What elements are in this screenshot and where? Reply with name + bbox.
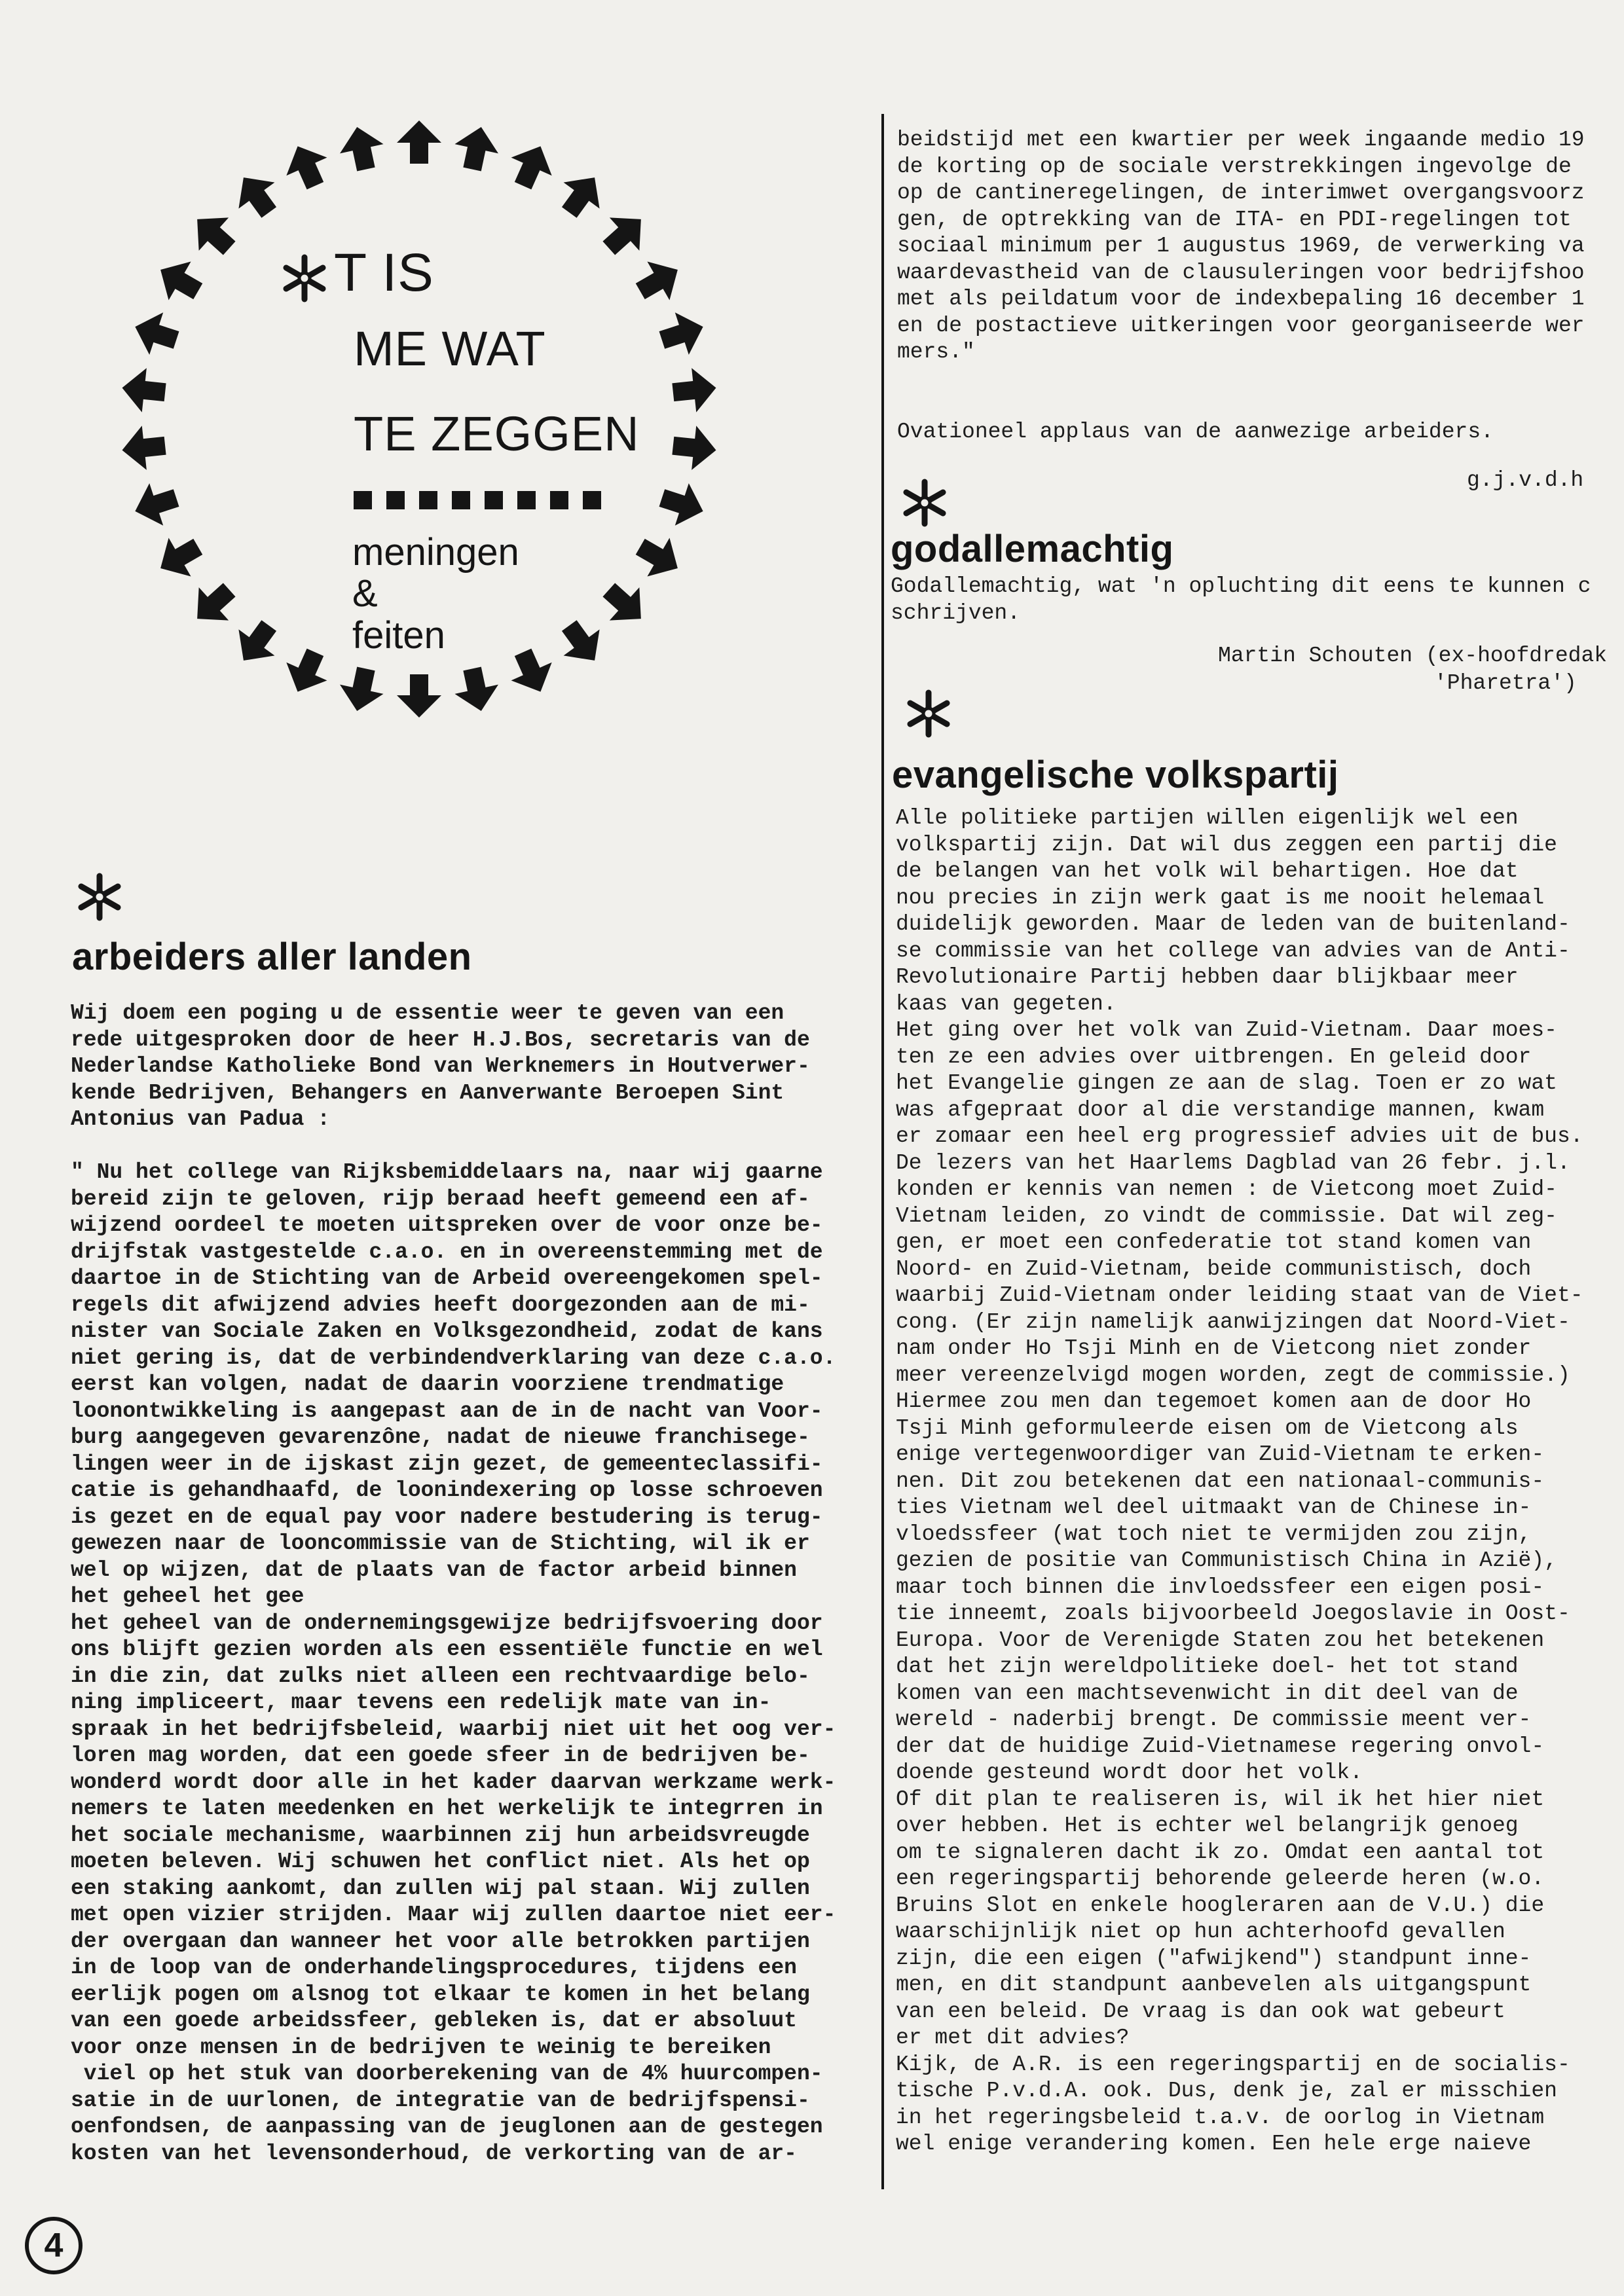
text-line: kosten van het levensonderhoud, de verkorting van de ar-	[71, 2141, 797, 2166]
text-line: volkspartij zijn. Dat wil dus zeggen een partij die	[896, 832, 1557, 857]
emblem-subtitle-1: meningen	[352, 531, 519, 574]
text-line: mers."	[897, 340, 975, 364]
text-line: Kijk, de A.R. is een regeringspartij en de socialis-	[896, 2052, 1570, 2077]
text-line: Ovationeel applaus van de aanwezige arbeiders.	[897, 419, 1494, 444]
text-line: ties Vietnam wel deel uitmaakt van de Chinese in-	[896, 1495, 1532, 1520]
text-line	[897, 366, 1624, 393]
text-line: Nederlandse Katholieke Bond van Werknemers in Houtverwer-	[71, 1054, 810, 1078]
text-line: rede uitgesproken door de heer H.J.Bos, secretaris van de	[71, 1027, 810, 1052]
arrow-icon	[225, 164, 287, 225]
text-line: daartoe in de Stichting van de Arbeid overeengekomen spel-	[71, 1266, 823, 1290]
text-line: eerlijk pogen om alsnog tot elkaar te komen in het belang	[71, 1982, 810, 2007]
text-line: Godallemachtig, wat 'n opluchting dit eens te kunnen c	[891, 574, 1591, 598]
text-line: het geheel het gee	[71, 1584, 304, 1609]
text-line: van een beleid. De vraag is dan ook wat gebeurt	[896, 1999, 1505, 2024]
text-line: met als peildatum voor de indexbepaling 16 december 1	[897, 287, 1585, 311]
text-line: maar toch binnen die invloedssfeer een eigen posi-	[896, 1575, 1545, 1599]
text-line: het Evangelie gingen ze aan de slag. Toen er zo wat	[896, 1071, 1557, 1095]
text-line: loonontwikkeling is aangepast aan de in de nacht van Voor-	[71, 1398, 823, 1423]
arrow-icon	[655, 477, 710, 532]
text-line: met open vizier strijden. Maar wij zullen daartoe niet eer-	[71, 1903, 836, 1927]
text-line: Noord- en Zuid-Vietnam, beide communistisch, doch	[896, 1256, 1532, 1281]
text-line: dat het zijn wereldpolitieke doel- het tot stand	[896, 1654, 1519, 1679]
arrow-icon	[182, 574, 244, 636]
text-line: wel op wijzen, dat de plaats van de factor arbeid binnen	[71, 1558, 797, 1582]
text-line: het sociale mechanisme, waarbinnen zij hun arbeidsvreugde	[71, 1823, 810, 1848]
text-line: satie in de uurlonen, de integratie van de bedrijfspensi-	[71, 2088, 810, 2113]
text-line: gezien de positie van Communistisch China in Azië),	[896, 1548, 1557, 1573]
text-line: regels dit afwijzend advies heeft doorgezonden aan de mi-	[71, 1292, 810, 1317]
emblem-title-line3: TE ZEGGEN	[354, 407, 640, 461]
text-line: waarschijnlijk niet op hun achterhoofd gevallen	[896, 1920, 1505, 1944]
arrow-icon	[335, 664, 388, 716]
text-line: beidstijd met een kwartier per week ingaande medio 19	[897, 128, 1585, 152]
arrow-icon	[182, 203, 244, 265]
arrow-icon	[128, 477, 183, 532]
text-line: voor onze mensen in de bedrijven te weinig te bereiken	[71, 2035, 771, 2060]
text-line: gen, de optrekking van de ITA- en PDI-regelingen tot	[897, 207, 1572, 232]
arrow-icon	[551, 613, 613, 674]
arrow-icon	[277, 137, 335, 195]
text-line: ten ze een advies over uitbrengen. En geleid door	[896, 1044, 1532, 1069]
page-number: 4	[25, 2217, 83, 2274]
text-line: Wij doem een poging u de essentie weer te geven van een	[71, 1001, 784, 1025]
arrow-icon	[397, 120, 441, 164]
text-line: Hiermee zou men dan tegemoet komen aan de door Ho	[896, 1389, 1532, 1413]
text-line: der overgaan dan wanneer het voor alle betrokken partijen	[71, 1929, 810, 1954]
text-line: enige vertegenwoordiger van Zuid-Vietnam te erken-	[896, 1442, 1545, 1467]
text-line: Antonius van Padua :	[71, 1107, 331, 1131]
text-line: tische P.v.d.A. ook. Dus, denk je, zal er misschien	[896, 2079, 1557, 2103]
arrow-icon	[629, 251, 689, 311]
text-line: van een goede arbeidssfeer, gebleken is, dat er absoluut	[71, 2009, 797, 2033]
text-line: se commissie van het college van advies van de Anti-	[896, 938, 1570, 963]
text-line: doende gesteund wordt door het volk.	[896, 1760, 1363, 1785]
article-heading-arbeiders: arbeiders aller landen	[72, 936, 472, 978]
text-line: Europa. Voor de Verenigde Staten zou het betekenen	[896, 1628, 1545, 1652]
text-line: cong. (Er zijn namelijk aanwijzingen dat Noord-Viet-	[896, 1309, 1570, 1334]
arrow-icon	[671, 424, 718, 473]
text-line: " Nu het college van Rijksbemiddelaars na, naar wij gaarne	[71, 1160, 823, 1184]
article-heading-volkspartij: evangelische volkspartij	[892, 754, 1339, 796]
text-line: moeten beleven. Wij schuwen het conflict niet. Als het op	[71, 1850, 810, 1874]
text-line: Vietnam leiden, zo vindt de commissie. Dat wil zeg-	[896, 1203, 1557, 1228]
text-line: een regeringspartij behorende geleerde heren (w.o.	[896, 1867, 1545, 1891]
arrow-icon	[503, 643, 561, 701]
text-line: Het ging over het volk van Zuid-Vietnam. Daar moes-	[896, 1018, 1557, 1042]
arrow-icon	[335, 122, 388, 174]
arrow-icon	[594, 574, 656, 636]
text-line: zijn, die een eigen ("afwijkend") standpunt inne-	[896, 1946, 1532, 1971]
text-line: De lezers van het Haarlems Dagblad van 26 febr. j.l.	[896, 1150, 1570, 1175]
text-line: nou precies in zijn werk gaat is me nooit helemaal	[896, 885, 1545, 910]
text-line: was afgepraat door al die verstandige mannen, kwam	[896, 1097, 1545, 1122]
text-line: nen. Dit zou betekenen dat een nationaal-communis-	[896, 1468, 1545, 1493]
text-line: bereid zijn te geloven, rijp beraad heeft gemeend een af-	[71, 1186, 810, 1211]
text-line: in de loop van de onderhandelingsprocedures, tijdens een	[71, 1956, 797, 1980]
signature-gjvdh: g.j.v.d.h	[1467, 468, 1584, 492]
text-line: oenfondsen, de aanpassing van de jeuglonen aan de gestegen	[71, 2115, 823, 2139]
text-line: konden er kennis van nemen : de Vietcong moet Zuid-	[896, 1177, 1557, 1201]
text-line: Tsji Minh geformuleerde eisen om de Vietcong als	[896, 1415, 1519, 1440]
text-line: de belangen van het volk wil behartigen. Hoe dat	[896, 859, 1519, 883]
text-line: wijzend oordeel te moeten uitspreken over de voor onze be-	[71, 1213, 823, 1237]
text-line: is gezet en de equal pay voor nadere bestudering is terug-	[71, 1504, 823, 1529]
text-line: op de cantineregelingen, de interimwet overgangsvoorz	[897, 181, 1585, 205]
text-line: de korting op de sociale verstrekkingen ingevolge de	[897, 154, 1572, 179]
text-line: ning impliceert, maar tevens een redelijk mate van in-	[71, 1690, 771, 1715]
article-body-arbeiders	[71, 1000, 870, 2192]
signature-martin-schouten: Martin Schouten (ex-hoofdredak	[1218, 644, 1608, 668]
text-line: gewezen naar de looncommissie van de Stichting, wil ik er	[71, 1531, 810, 1556]
text-line: waardevastheid van de clausuleringen voor bedrijfshoo	[897, 260, 1585, 285]
text-line: een staking aankomt, dan zullen wij pal staan. Wij zullen	[71, 1876, 810, 1901]
arrow-icon	[120, 424, 168, 473]
arrow-icon	[655, 306, 710, 361]
arrow-icon	[551, 164, 613, 225]
arrow-icon	[451, 122, 503, 174]
emblem-title-line2: ME WAT	[354, 321, 546, 376]
article-body-volkspartij	[896, 805, 1624, 2154]
signature-pharetra: 'Pharetra')	[1434, 671, 1577, 695]
arrow-icon	[149, 251, 209, 311]
text-line: spraak in het bedrijfsbeleid, waarbij niet uit het oog ver-	[71, 1717, 836, 1741]
text-line: duidelijk geworden. Maar de leden van de buitenland-	[896, 912, 1570, 936]
text-line: Revolutionaire Partij hebben daar blijkbaar meer	[896, 965, 1519, 989]
emblem-ampersand: &	[352, 572, 378, 615]
text-line: nemers te laten meedenken en het werkelijk te integrren in	[71, 1796, 823, 1821]
text-line: burg aangegeven gevarenzône, nadat de nieuwe franchisege-	[71, 1425, 810, 1449]
text-line: komen van een machtsevenwicht in dit deel van de	[896, 1681, 1519, 1705]
text-line: wonderd wordt door alle in het kader daarvan werkzame werk-	[71, 1770, 836, 1795]
text-line: vloedssfeer (wat toch niet te vermijden zou zijn,	[896, 1522, 1532, 1546]
text-line: viel op het stuk van doorberekening van de 4% huurcompen-	[71, 2062, 823, 2086]
text-line: men, en dit standpunt aanbevelen als uitgangspunt	[896, 1973, 1532, 1997]
text-line: in die zin, dat zulks niet alleen een rechtvaardige belo-	[71, 1664, 810, 1688]
text-line: kaas van gegeten.	[896, 991, 1116, 1016]
arrow-icon	[451, 664, 503, 716]
text-line: schrijven.	[891, 600, 1021, 625]
text-line	[897, 392, 1624, 419]
text-line: nister van Sociale Zaken en Volksgezondheid, zodat de kans	[71, 1319, 823, 1343]
square-divider	[354, 491, 601, 509]
text-line	[71, 1133, 870, 1160]
emblem-subtitle-2: feiten	[352, 614, 445, 657]
text-line: Alle politieke partijen willen eigenlijk wel een	[896, 806, 1519, 830]
text-line: tie inneemt, zoals bijvoorbeeld Joegoslavie in Oost-	[896, 1601, 1570, 1626]
text-line: catie is gehandhaafd, de loonindexering op losse schroeven	[71, 1478, 823, 1503]
text-line: er zomaar een heel erg progressief advies uit de bus.	[896, 1124, 1583, 1148]
text-line: Bruins Slot en enkele hoogleraren aan de V.U.) die	[896, 1893, 1545, 1918]
article-heading-godallemachtig: godallemachtig	[891, 528, 1174, 570]
text-line: sociaal minimum per 1 augustus 1969, de verwerking va	[897, 234, 1585, 258]
arrow-icon	[629, 528, 689, 588]
text-line: kende Bedrijven, Behangers en Aanverwante Beroepen Sint	[71, 1080, 784, 1105]
text-line: en de postactieve uitkeringen voor georganiseerde wer	[897, 313, 1585, 338]
asterisk-icon	[73, 871, 126, 923]
emblem-title-line1: T IS	[334, 243, 434, 302]
arrow-icon	[225, 613, 287, 674]
text-line: eerst kan volgen, nadat de daarin voorziene trendmatige	[71, 1372, 784, 1396]
asterisk-icon	[902, 687, 955, 740]
text-line: wereld - naderbij brengt. De commissie meent ver-	[896, 1707, 1532, 1732]
text-line: drijfstak vastgestelde c.a.o. en in overeenstemming met de	[71, 1239, 823, 1264]
text-line: der dat de huidige Zuid-Vietnamese regering onvol-	[896, 1734, 1545, 1758]
continuation-body	[897, 127, 1624, 445]
arrow-icon	[149, 528, 209, 588]
text-line: loren mag worden, dat een goede sfeer in de bedrijven be-	[71, 1743, 810, 1768]
article-body-godallemachtig	[891, 574, 1624, 632]
arrow-icon	[120, 366, 168, 415]
text-line: over hebben. Het is echter wel belangrijk genoeg	[896, 1813, 1519, 1838]
arrow-icon	[503, 137, 561, 195]
emblem	[105, 105, 733, 733]
article-continuation	[897, 127, 1624, 651]
column-divider	[881, 114, 884, 2189]
arrow-icon	[277, 643, 335, 701]
text-line: ons blijft gezien worden als een essentiële functie en wel	[71, 1637, 823, 1662]
text-line: nam onder Ho Tsji Minh en de Vietcong niet zonder	[896, 1336, 1532, 1360]
text-line: wel enige verandering komen. Een hele erge naieve	[896, 2132, 1532, 2154]
text-line: het geheel van de ondernemingsgewijze bedrijfsvoering door	[71, 1611, 823, 1635]
arrow-icon	[397, 674, 441, 718]
asterisk-icon	[898, 477, 951, 529]
text-line: niet gering is, dat de verbindendverklaring van deze c.a.o.	[71, 1345, 836, 1370]
text-line: waarbij Zuid-Vietnam onder leiding staat van de Viet-	[896, 1283, 1583, 1307]
text-line: om te signaleren dacht ik zo. Omdat een aantal tot	[896, 1840, 1545, 1865]
arrow-icon	[128, 306, 183, 361]
text-line: meer vereenzelvigd mogen worden, zegt de commissie.)	[896, 1362, 1570, 1387]
text-line: Of dit plan te realiseren is, wil ik het hier niet	[896, 1787, 1545, 1812]
text-line: er met dit advies?	[896, 2026, 1130, 2050]
arrow-icon	[671, 366, 718, 415]
arrow-icon	[594, 203, 656, 265]
text-line: gen, er moet een confederatie tot stand komen van	[896, 1230, 1532, 1254]
text-line: in het regeringsbeleid t.a.v. de oorlog in Vietnam	[896, 2105, 1545, 2130]
text-line: lingen weer in de ijskast zijn gezet, de gemeenteclassifi-	[71, 1451, 823, 1476]
asterisk-icon	[278, 252, 331, 304]
